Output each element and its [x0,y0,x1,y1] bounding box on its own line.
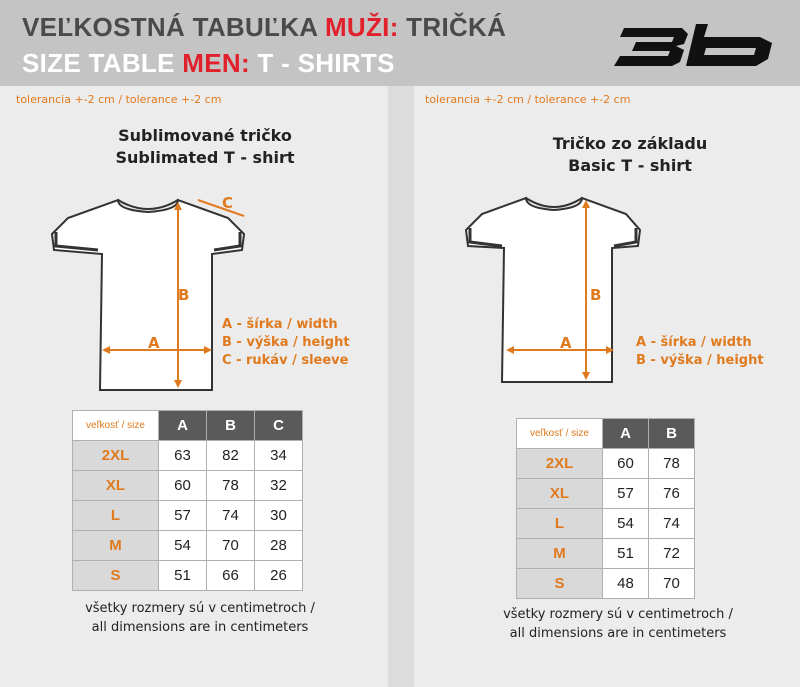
value-cell: 54 [603,509,649,539]
table-row [517,509,695,539]
size-column-header: veľkosť / size [73,411,159,441]
value-cell: 74 [207,501,255,531]
value-cell: 60 [159,471,207,501]
value-cell: 78 [207,471,255,501]
size-column-header: veľkosť / size [517,419,603,449]
table-row [73,441,303,471]
size-cell: S [73,561,159,591]
value-cell: 26 [255,561,303,591]
column-header: A [159,411,207,441]
table-row [517,539,695,569]
value-cell: 48 [603,569,649,599]
title-highlight: MUŽI: [324,12,399,42]
3b-logo-icon [610,22,780,70]
tshirt-diagram [462,188,652,388]
table-row [73,531,303,561]
dim-label-a: A [148,334,160,352]
title-slovak: VEĽKOSTNÁ TABUĽKA MUŽI: TRIČKÁ [22,12,507,42]
value-cell: 57 [603,479,649,509]
table-row [73,501,303,531]
value-cell: 51 [603,539,649,569]
units-footnote: všetky rozmery sú v centimetroch / all dimensions are in centimeters [85,601,315,635]
size-cell: XL [517,479,603,509]
dimension-legend: A - šírka / width B - výška / height C - rukáv / sleeve [222,317,350,368]
product-title-basic: Tričko zo základu Basic T - shirt [552,134,708,175]
table-row [73,561,303,591]
value-cell: 28 [255,531,303,561]
table-row [73,471,303,501]
table-header-row [73,411,303,441]
column-header: A [603,419,649,449]
dim-label-a: A [560,334,572,352]
value-cell: 60 [603,449,649,479]
tshirt-outline-icon [52,200,244,390]
size-cell: 2XL [73,441,159,471]
size-cell: M [517,539,603,569]
header-banner [0,0,800,86]
value-cell: 72 [649,539,695,569]
size-cell: XL [73,471,159,501]
column-header: B [649,419,695,449]
value-cell: 57 [159,501,207,531]
title-highlight: MEN: [182,48,250,78]
size-table-sublimated [72,410,303,591]
value-cell: 51 [159,561,207,591]
table-header-row [517,419,695,449]
column-divider [388,86,414,687]
size-cell: L [517,509,603,539]
size-cell: M [73,531,159,561]
product-title-sublimated: Sublimované tričko Sublimated T - shirt [115,126,295,167]
value-cell: 32 [255,471,303,501]
value-cell: 70 [649,569,695,599]
value-cell: 78 [649,449,695,479]
table-row [517,479,695,509]
size-cell: S [517,569,603,599]
table-row [517,449,695,479]
value-cell: 74 [649,509,695,539]
tshirt-outline-icon [466,198,640,382]
dim-label-b: B [590,286,602,304]
value-cell: 82 [207,441,255,471]
dim-label-b: B [178,286,190,304]
size-table-basic [516,418,695,599]
size-cell: 2XL [517,449,603,479]
tolerance-note: tolerancia +-2 cm / tolerance +-2 cm [16,93,222,106]
value-cell: 66 [207,561,255,591]
value-cell: 54 [159,531,207,561]
value-cell: 30 [255,501,303,531]
table-row [517,569,695,599]
column-header: C [255,411,303,441]
value-cell: 63 [159,441,207,471]
dim-label-c: C [222,194,234,212]
units-footnote: všetky rozmery sú v centimetroch / all dimensions are in centimeters [503,607,733,641]
value-cell: 34 [255,441,303,471]
size-cell: L [73,501,159,531]
dimension-legend: A - šírka / width B - výška / height [636,335,764,368]
value-cell: 70 [207,531,255,561]
value-cell: 76 [649,479,695,509]
title-english: SIZE TABLE MEN: T - SHIRTS [22,48,395,78]
tolerance-note: tolerancia +-2 cm / tolerance +-2 cm [425,93,631,106]
column-header: B [207,411,255,441]
